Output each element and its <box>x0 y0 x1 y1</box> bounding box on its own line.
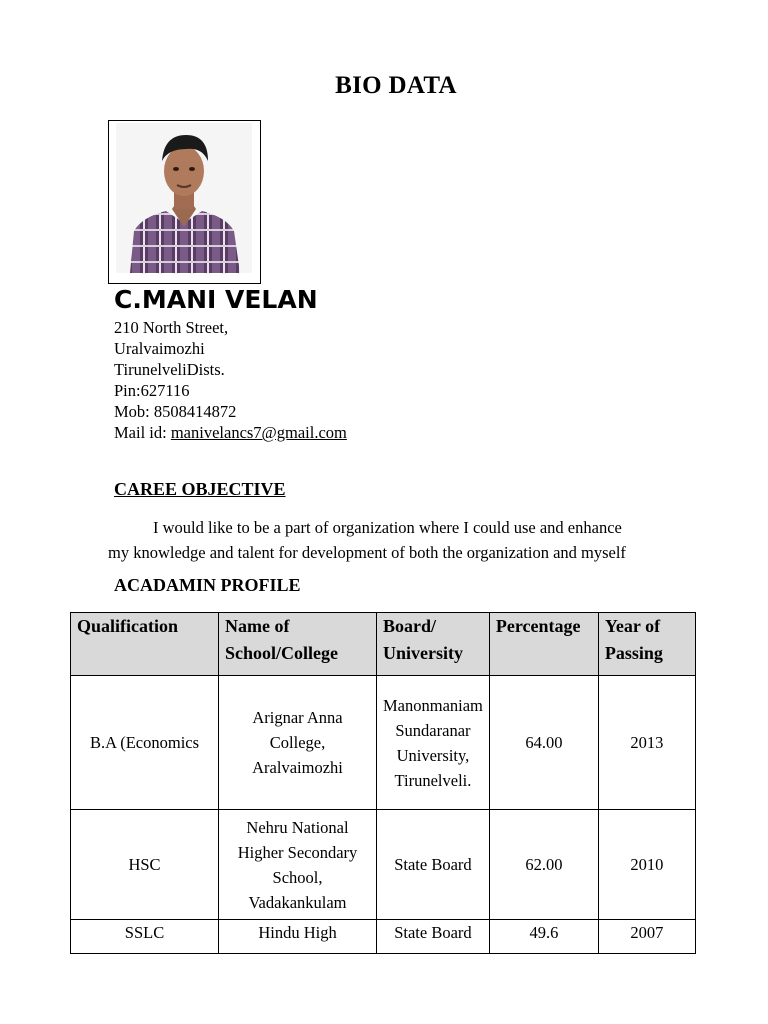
cell-percentage: 64.00 <box>489 676 598 810</box>
table-row <box>71 676 696 810</box>
mail-line <box>114 422 347 443</box>
table-row <box>71 810 696 920</box>
table-row <box>71 920 696 954</box>
cell-percentage: 49.6 <box>489 920 598 954</box>
profile-photo-frame <box>108 120 261 284</box>
mail-label: Mail id: <box>114 423 171 442</box>
objective-line: I would like to be a part of organization where I could use and enhance <box>153 518 622 537</box>
cell-board: Manonmaniam Sundaranar University, Tirunelveli. <box>377 676 490 810</box>
address-line: 210 North Street, <box>114 318 229 337</box>
cell-school: Arignar Anna College, Aralvaimozhi <box>219 676 377 810</box>
cell-percentage: 62.00 <box>489 810 598 920</box>
cell-board: State Board <box>377 810 490 920</box>
page-title: BIO DATA <box>335 72 457 99</box>
header-school: Name of School/College <box>219 613 377 676</box>
header-year: Year of Passing <box>598 613 695 676</box>
academic-heading: ACADAMIN PROFILE <box>114 575 301 595</box>
candidate-name: C.MANI VELAN <box>114 285 318 314</box>
cell-year: 2013 <box>598 676 695 810</box>
cell-year: 2010 <box>598 810 695 920</box>
cell-qualification: HSC <box>71 810 219 920</box>
objective-line: my knowledge and talent for development of both the organization and myself <box>108 543 626 562</box>
cell-year: 2007 <box>598 920 695 954</box>
address-line: Uralvaimozhi <box>114 339 205 358</box>
header-board: Board/ University <box>377 613 490 676</box>
cell-school: Hindu High <box>219 920 377 954</box>
cell-qualification: SSLC <box>71 920 219 954</box>
cell-school: Nehru National Higher Secondary School, Vadakankulam <box>219 810 377 920</box>
profile-photo <box>116 123 252 273</box>
pin-code: Pin:627116 <box>114 381 190 400</box>
email-link[interactable]: manivelancs7@gmail.com <box>170 423 347 442</box>
header-percentage: Percentage <box>489 613 598 676</box>
header-qualification: Qualification <box>71 613 219 676</box>
objective-text <box>108 515 688 565</box>
cell-qualification: B.A (Economics <box>71 676 219 810</box>
table-header-row <box>71 613 696 676</box>
objective-heading: CAREE OBJECTIVE <box>114 479 286 499</box>
cell-board: State Board <box>377 920 490 954</box>
address-line: TirunelveliDists. <box>114 360 225 379</box>
contact-block <box>114 317 347 443</box>
academic-table <box>70 612 696 954</box>
mobile-number: Mob: 8508414872 <box>114 402 237 421</box>
